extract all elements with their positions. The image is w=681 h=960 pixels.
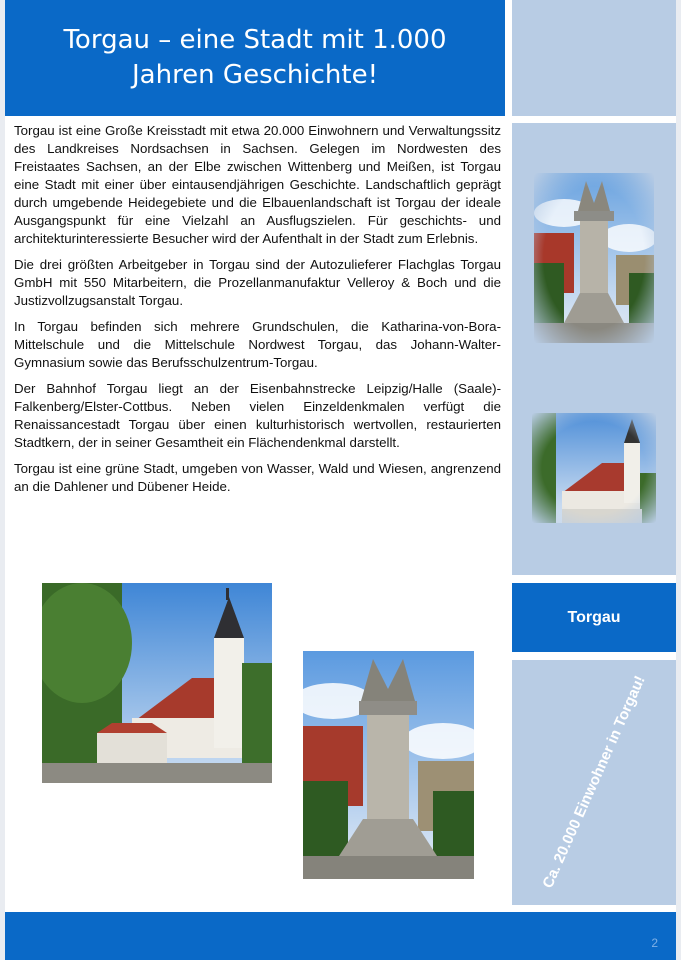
title-banner: [5, 0, 505, 116]
sidebar-church-photo: [532, 413, 656, 523]
paragraph: In Torgau befinden sich mehrere Grundschulen, die Katharina-von-Bora-Mittelschule und die Mittelschule Nordwest Torgau, das Johann-Walter-Gymnasium sowie das Berufsschulzentrum-Torgau.: [14, 319, 501, 370]
page-title: Torgau – eine Stadt mit 1.000 Jahren Geschichte!: [63, 25, 447, 90]
sidebar-bottom-panel: [512, 660, 676, 905]
sidebar-image-panel: [512, 123, 676, 575]
monument-photo: [303, 651, 474, 879]
footer-bar: [5, 912, 676, 960]
rotated-caption: Ca. 20.000 Einwohner in Torgau!: [539, 673, 649, 891]
sidebar-top-panel: [512, 0, 676, 116]
page-number: 2: [651, 936, 658, 950]
paragraph: Torgau ist eine grüne Stadt, umgeben von Wasser, Wald und Wiesen, angrenzend an die Dahlener und Dübener Heide.: [14, 461, 501, 494]
paragraph: Die drei größten Arbeitgeber in Torgau sind der Autozulieferer Flachglas Torgau GmbH mit 550 Mitarbeitern, die Prozellanmanufaktur Velleroy & Boch und die Justizvollzugsanstalt Torgau.: [14, 257, 501, 308]
paragraph: Torgau ist eine Große Kreisstadt mit etwa 20.000 Einwohnern und Verwaltungssitz des Landkreises Nordsachsen in Sachsen. Gelegen im Nordwesten des Freistaates Sachsen, an der Elbe zwischen Wittenberg und Meißen, ist Torgau eine Stadt mit einer über eintausendjährigen Geschichte. Landschaftlich geprägt durch umgebende Heidegebiete und die Elbauenlandschaft ist Torgau der ideale Ausgangspunkt für eine Vielzahl an Ausflugszielen. Für geschichts- und architekturinteressierte Besucher wird der Aufenthalt in der Stadt zum Erlebnis.: [14, 123, 501, 246]
article-body: [14, 122, 501, 504]
sidebar-monument-photo: [534, 173, 654, 343]
sidebar-label: Torgau: [567, 608, 621, 626]
paragraph: Der Bahnhof Torgau liegt an der Eisenbahnstrecke Leipzig/Halle (Saale)-Falkenberg/Elster-Cottbus. Neben vielen Einzeldenkmalen verfügt die Renaissancestadt Torgau über einen kulturhistorisch wertvollen, restaurierten Stadtkern, der in seiner Gesamtheit ein Flächendenkmal darstellt.: [14, 381, 501, 450]
sidebar-label-box: [512, 583, 676, 652]
church-photo: [42, 583, 272, 783]
